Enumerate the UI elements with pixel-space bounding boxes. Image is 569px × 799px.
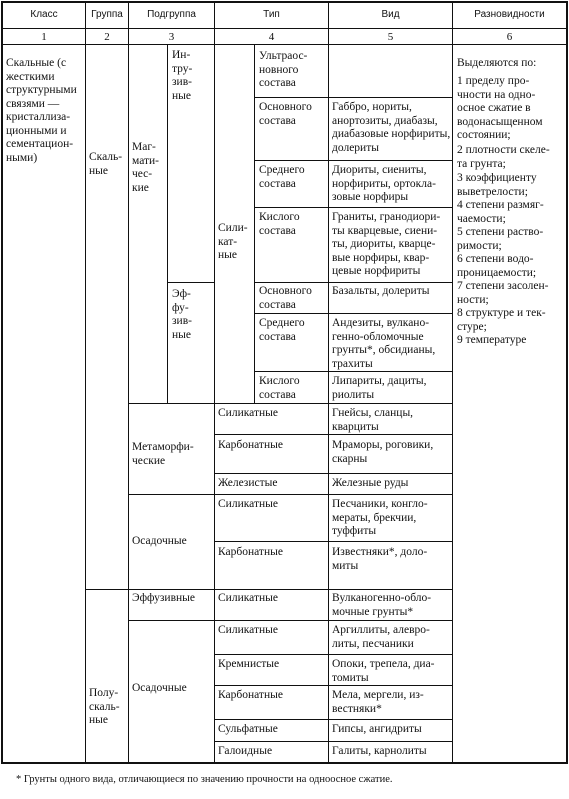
col-sep-kind [452,44,453,763]
number-row-divider [1,44,568,45]
type-basic: Основного состава [259,101,312,127]
rock-semirock-divider [85,589,452,590]
variety-item: 9 температуре [457,334,527,346]
kind-metamorphic-ferrous: Железные руды [332,477,409,489]
column-number: 3 [168,31,175,43]
column-number: 1 [41,31,47,43]
variety-item: 1 пределу про- чности на одно- осное сжатие в водонасыщенном состоянии; [457,75,543,141]
type-effusive-intermediate: Среднего состава [259,317,305,343]
type-sedimentary-silicate: Силикатные [218,498,278,510]
kind-metamorphic-carbonate: Мраморы, роговики, скарны [332,439,434,465]
type-effusive-basic: Основного состава [259,285,312,311]
table-left-border [1,1,3,764]
type-ultrabasic: Ультраос- новного состава [259,50,308,89]
metamorphic-bottom-divider [128,494,452,495]
group-semirock: Полу- скаль- ные [89,687,120,726]
header-varieties: Разновидности [474,9,545,20]
col-sep-group-lower [128,589,129,763]
kind-metamorphic-silicate: Гнейсы, сланцы, кварциты [332,407,414,433]
column-number: 5 [387,31,394,43]
kind-effusive-acid: Липариты, дациты, риолиты [332,375,427,401]
subgroup-semi-effusive: Эффузивные [132,592,196,604]
row-divider [214,654,452,655]
type-sedimentary-carbonate: Карбонатные [218,546,283,558]
kind-semi-sed-carbonate: Мела, мергели, из- вестняки* [332,689,424,715]
header-type: Тип [263,9,280,20]
subgroup-intrusive: Ин- тру- зив- ные [172,49,193,102]
type-semi-sed-silicate: Силикатные [218,624,278,636]
row-divider [254,97,452,98]
column-number: 2 [104,31,110,43]
table-bottom-border [1,762,568,764]
class-rock: Скальные (с жесткими структурными связями — кристаллиза- ционными и cементацион- ными) [6,57,77,164]
row-divider [254,371,452,372]
type-metamorphic-ferrous: Железистые [218,477,278,489]
kind-semi-sed-siliceous: Опоки, трепела, диа- томиты [332,658,435,684]
row-divider [214,541,452,542]
header-subgroup: Подгруппа [147,9,196,20]
subgroup-sedimentary: Осадочные [132,535,187,547]
kind-effusive-basic: Базальты, долериты [332,285,430,297]
type-semi-sed-sulfate: Сульфатные [218,723,278,735]
kind-sedimentary-carbonate: Известняки*, доло- миты [332,546,428,572]
type-semi-sed-siliceous: Кремнистые [218,658,280,670]
footnote: * Грунты одного вида, отличающиеся по значению прочности на одноосное сжатие. [16,774,393,785]
varieties-title: Выделяются по: [457,57,537,69]
kind-acid: Граниты, гранодиори- ты кварцевые, сиени- ты, диориты, кварце- вые норфиры, квар- цевые норфириты [332,211,441,277]
col-sep-magmatic [167,44,168,403]
row-divider [254,282,452,283]
kind-semi-effusive-silicate: Вулканогенно-обло- мочные грунты* [332,592,432,618]
variety-item: 7 степени засолен- ности; [457,280,549,306]
kind-semi-sed-sulfate: Гипсы, ангидриты [332,723,422,735]
subgroup-magmatic: Маг- мати- чес- кие [132,141,160,194]
header-divider [1,28,568,29]
col-sep-group-upper [128,44,129,589]
variety-item: 4 степени размяг- чаемости; [457,199,544,225]
row-divider [254,207,452,208]
type-semi-sed-carbonate: Карбонатные [218,689,283,701]
intrusive-effusive-divider [167,282,214,283]
row-divider [214,719,452,720]
variety-item: 2 плотности скеле- та грунта; [457,144,550,170]
type-semi-effusive-silicate: Силикатные [218,592,278,604]
kind-intermediate: Диориты, сиениты, норфириты, ортокла- зовые норфиры [332,164,436,203]
column-number: 4 [268,31,275,43]
subgroup-metamorphic: Метаморфи- ческие [132,441,194,467]
group-rock: Скаль- ные [89,151,123,177]
magmatic-bottom-divider [128,403,452,404]
header-class: Класс [30,9,58,20]
variety-item: 5 степени раство- римости; [457,226,544,252]
type-effusive-acid: Кислого состава [259,375,300,401]
header-group: Группа [91,9,123,20]
variety-item: 8 структуре и тек- стуре; [457,307,546,333]
variety-item: 3 коэффициенту выветрелости; [457,172,537,198]
type-silicate-magmatic: Сили- кат- ные [218,222,248,261]
row-divider [254,160,452,161]
col-sep-class [85,44,86,763]
header-kind: Вид [381,9,400,20]
row-divider [214,434,452,435]
subgroup-semi-sedimentary: Осадочные [132,682,187,694]
subgroup-effusive: Эф- фу- зив- ные [172,288,192,341]
type-intermediate: Среднего состава [259,164,305,190]
type-metamorphic-silicate: Силикатные [218,407,278,419]
kind-semi-sed-silicate: Аргиллиты, алевро- литы, песчаники [332,624,430,650]
row-divider [214,685,452,686]
row-divider [214,741,452,742]
table-top-border [1,1,568,3]
kind-effusive-intermediate: Андезиты, вулкано- генно-обломочные грунты*, обсидианы, трахиты [332,317,436,370]
type-semi-sed-haloid: Галоидные [218,745,273,757]
type-acid: Кислого состава [259,211,300,237]
type-metamorphic-carbonate: Карбонатные [218,439,283,451]
table-right-border [566,1,568,764]
row-divider [214,473,452,474]
column-number: 6 [506,31,513,43]
kind-sedimentary-silicate: Песчаники, конгло- мераты, брекчии, туффиты [332,498,428,537]
row-divider [128,620,452,621]
row-divider [254,313,452,314]
kind-semi-sed-haloid: Галиты, карнолиты [332,745,427,757]
kind-basic: Габбро, нориты, анортозиты, диабазы, диабазовые норфириты, долериты [332,101,451,154]
variety-item: 6 степени водо- проницаемости; [457,253,537,279]
